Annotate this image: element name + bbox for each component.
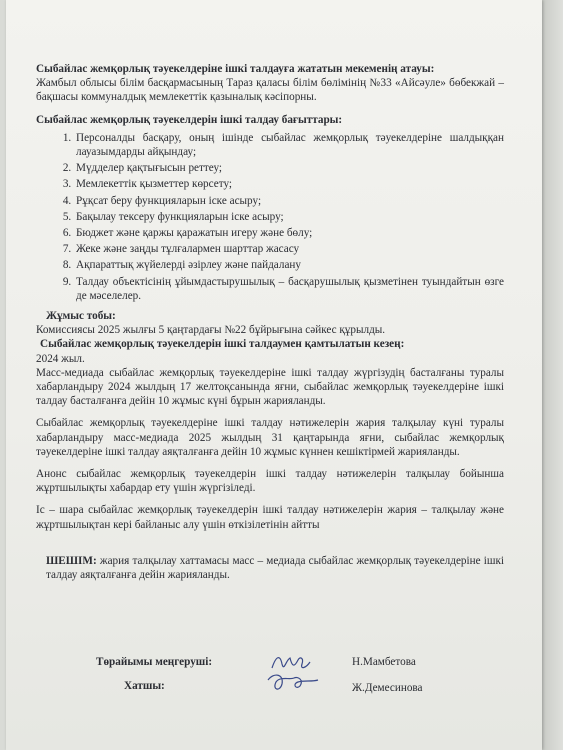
decision-paragraph [36,554,504,582]
list-item: 1. Персоналды басқару, оның ішінде сыбайлас жемқорлық тәуекелдеріне шалдыққан лауазымдарды айқындау; [74,131,504,159]
background-edge [542,0,563,750]
decision-text: жария талқылау хаттамасы масс – медиада сыбайлас жемқорлық тәуекелдеріне ішкі талдау аяқталғанға дейін жарияланды. [46,554,504,582]
paragraph-announcement-results: Сыбайлас жемқорлық тәуекелдеріне ішкі талдау нәтижелерін жария талқылау күні туралы хабарландыру масс-медиада 2025 жылдың 31 қаңтарында яғни, сыбайлас жемқорлық тәуекелдеріне ішкі талдау аяқталғанға дейін 10 жұмыс күннен кешіктірмей жарияланды. [36,417,504,458]
directions-heading: Сыбайлас жемқорлық тәуекелдерін ішкі талдау бағыттары: [36,113,343,126]
list-item: 6. Бюджет және қаржы қаражатын игеру және бөлу; [74,226,504,240]
chair-title: Төрайымы меңгеруші: [96,656,213,668]
handwritten-signature [264,650,324,698]
institution-name: Жамбыл облысы білім басқармасының Тараз қаласы білім бөлімінің №33 «Айсәуле» бөбекжай – бақшасы коммуналдық мемлекеттік қазыналық кәсіпорны. [36,77,504,104]
list-item: 7. Жеке және заңды тұлғалармен шарттар жасасу [74,242,504,256]
list-item: 9. Талдау объектісінің ұйымдастырушылық – басқарушылық қызметінен туындайтын өзге де мәселелер. [74,275,504,303]
institution-title-label: Сыбайлас жемқорлық тәуекелдеріне ішкі талдауға жататын мекеменің атауы: [36,63,435,75]
paragraph-announcement-start: Масс-медиада сыбайлас жемқорлық тәуекелдеріне ішкі талдау жүргізудің басталғаны туралы хабарландыру 2024 жылдың 17 желтоқсанында яғни, сыбайлас жемқорлық тәуекелдеріне ішкі талдау басталғанға дейін 10 жұмыс күні бұрын жарияланды. [36,366,504,408]
document-body [36,62,504,582]
directions-list [36,131,504,303]
list-item: 8. Ақпараттық жүйелерді әзірлеу және пайдалану [74,258,504,272]
secretary-title: Хатшы: [124,680,165,692]
document-page [6,0,542,750]
chair-name: Н.Мамбетова [352,656,416,668]
workgroup-label: Жұмыс тобы: [46,310,116,323]
list-item: 5. Бақылау тексеру функцияларын іске асыру; [74,210,504,224]
paragraph-anons: Анонс сыбайлас жемқорлық тәуекелдерін ішкі талдау нәтижелерін талқылау бойынша жұртшылықты хабардар ету үшін жүргізіледі. [36,468,504,495]
list-item: 4. Рұқсат беру функцияларын іске асыру; [74,194,504,208]
period-label: Сыбайлас жемқорлық тәуекелдерін ішкі талдаумен қамтылатын кезең: [40,338,405,351]
workgroup-text: Комиссиясы 2025 жылғы 5 қаңтардағы №22 бұйрығына сәйкес құрылды. [36,324,386,337]
period-value: 2024 жыл. [36,352,85,365]
paragraph-event: Іс – шара сыбайлас жемқорлық тәуекелдерін ішкі талдау нәтижелерін жария – талқылау және жұртшылықтан кері байланыс алу үшін өткізілетінін айтты [36,504,504,531]
list-item: 2. Мүдделер қақтығысын реттеу; [74,161,504,175]
decision-label: ШЕШІМ: [46,554,97,567]
list-item: 3. Мемлекеттік қызметтер көрсету; [74,177,504,191]
secretary-name: Ж.Демесинова [352,682,423,694]
